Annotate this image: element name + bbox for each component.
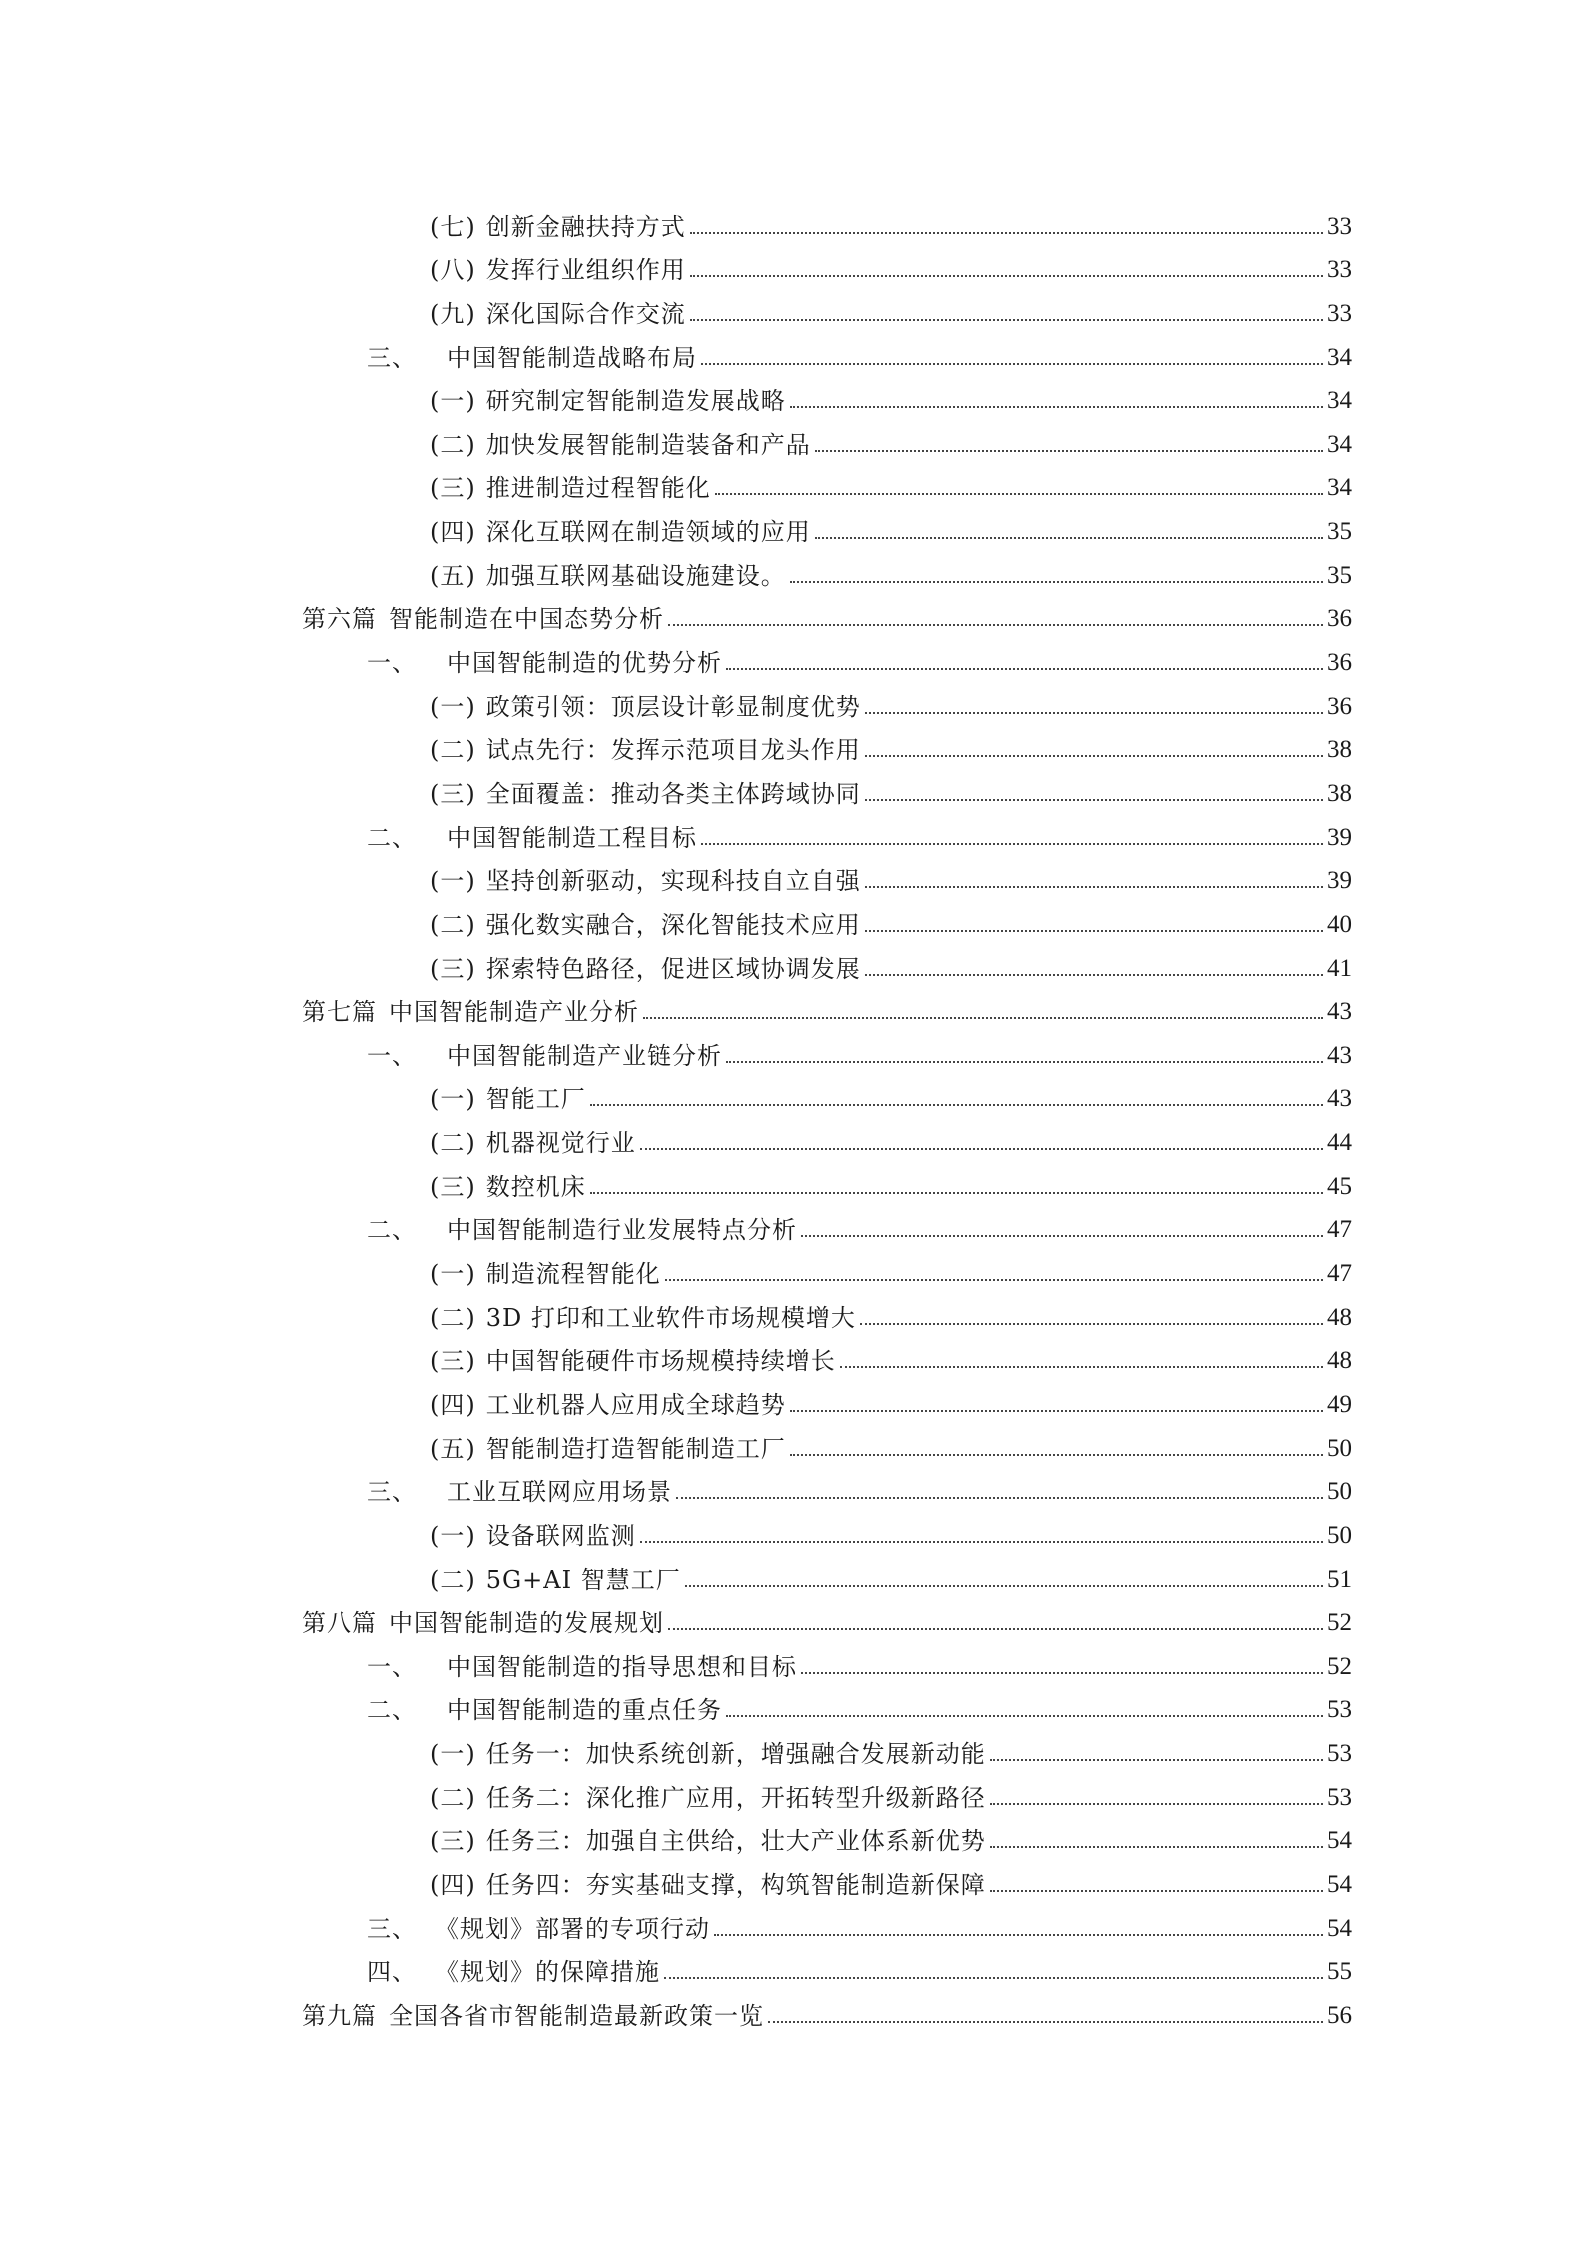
toc-entry-marker: 一、 [367,649,417,678]
toc-dot-leader [640,1148,1323,1150]
toc-page-number: 38 [1327,779,1352,807]
toc-page-number: 54 [1327,1827,1352,1855]
toc-entry-text: 坚持创新驱动，实现科技自立自强 [485,867,861,896]
toc-entry[interactable] [302,850,1352,894]
toc-entry-title [430,299,686,328]
toc-entry-text: 加快发展智能制造装备和产品 [485,430,811,459]
toc-entry-text: 智能工厂 [485,1085,586,1114]
toc-dot-leader [990,1846,1323,1848]
toc-page-number: 56 [1327,2001,1352,2029]
toc-entry[interactable] [302,1897,1352,1941]
toc-entry-marker: (四) [430,1870,476,1899]
toc-dot-leader [815,537,1323,539]
toc-page-number: 53 [1327,1740,1352,1768]
toc-dot-leader [685,1585,1323,1587]
toc-entry-title [302,998,639,1027]
toc-entry-title [430,1740,986,1769]
toc-entry-marker: (一) [430,1740,476,1769]
toc-entry[interactable] [302,500,1352,547]
toc-page-number: 36 [1327,649,1352,677]
toc-entry-marker: 第七篇 [302,998,377,1027]
toc-entry-marker: (一) [430,1260,476,1289]
toc-dot-leader [668,624,1323,626]
toc-entry-marker: (二) [430,430,476,459]
toc-page-number: 48 [1327,1303,1352,1331]
toc-entry-title [430,430,811,459]
toc-entry-marker: (二) [430,1565,476,1594]
toc-dot-leader [865,755,1323,757]
toc-entry-text: 数控机床 [485,1172,586,1201]
toc-entry-text: 政策引领：顶层设计彰显制度优势 [485,692,861,721]
toc-page-number: 38 [1327,736,1352,764]
toc-entry-marker: (四) [430,518,476,547]
toc-entry-marker: 三、 [367,343,417,372]
toc-dot-leader [865,974,1323,976]
toc-entry-text: 中国智能制造战略布局 [447,343,697,372]
toc-entry-title [430,518,811,547]
toc-page-number: 36 [1327,692,1352,720]
toc-entry-text: 深化互联网在制造领域的应用 [485,518,811,547]
toc-entry-text: 任务四：夯实基础支撑，构筑智能制造新保障 [485,1870,986,1899]
toc-dot-leader [815,450,1323,452]
toc-entry-title [430,1347,836,1376]
toc-entry-text: 发挥行业组织作用 [485,256,686,285]
toc-dot-leader [790,1410,1323,1412]
toc-entry-marker: (二) [430,1129,476,1158]
toc-entry-title [367,1478,672,1507]
toc-dot-leader [840,1366,1323,1368]
toc-entry[interactable] [302,1024,1352,1068]
toc-dot-leader [640,1541,1323,1543]
toc-entry-text: 中国智能制造的发展规划 [389,1609,664,1638]
toc-entry[interactable] [302,762,1352,806]
toc-entry-text: 试点先行：发挥示范项目龙头作用 [485,736,861,765]
toc-entry-text: 强化数实融合，深化智能技术应用 [485,910,861,939]
toc-entry[interactable] [302,1548,1352,1592]
toc-entry-text: 深化国际合作交流 [485,299,686,328]
toc-page-number: 55 [1327,1958,1352,1986]
toc-entry-text: 研究制定智能制造发展战略 [485,387,786,416]
toc-entry-marker: (三) [430,1827,476,1856]
toc-dot-leader [664,1977,1323,1979]
toc-entry[interactable] [302,1155,1352,1199]
toc-entry[interactable] [302,1941,1352,1985]
toc-entry[interactable] [302,195,1352,239]
toc-dot-leader [790,1454,1323,1456]
toc-entry[interactable] [302,457,1352,501]
toc-entry[interactable] [302,893,1352,937]
toc-dot-leader [665,1279,1323,1281]
toc-entry-title [430,1303,856,1332]
toc-page-number: 47 [1327,1216,1352,1244]
toc-page-number: 52 [1327,1609,1352,1637]
toc-entry[interactable] [302,937,1352,981]
toc-dot-leader [768,2021,1323,2023]
toc-entry-title [367,823,697,852]
toc-entry-title [302,2001,764,2030]
toc-page-number: 39 [1327,867,1352,895]
toc-entry-text: 《规划》部署的专项行动 [447,1914,710,1943]
toc-dot-leader [865,712,1323,714]
toc-entry-marker: 三、 [367,1914,417,1943]
toc-entry-title [430,910,861,939]
toc-page-number: 40 [1327,910,1352,938]
toc-entry-title [430,1521,636,1550]
toc-entry-marker: (一) [430,1085,476,1114]
toc-page-number: 34 [1327,343,1352,371]
toc-entry[interactable] [302,806,1352,850]
toc-entry-text: 探索特色路径，促进区域协调发展 [485,954,861,983]
toc-entry[interactable] [302,1330,1352,1374]
toc-entry-title [430,779,861,808]
toc-dot-leader [590,1192,1323,1194]
toc-page-number: 54 [1327,1870,1352,1898]
toc-page-number: 45 [1327,1172,1352,1200]
toc-entry-title [430,1434,786,1463]
toc-entry-title [430,692,861,721]
toc-entry[interactable] [302,1810,1352,1854]
toc-entry-marker: (九) [430,299,476,328]
toc-entry-text: 3D 打印和工业软件市场规模增大 [485,1303,856,1332]
toc-entry-title [430,736,861,765]
toc-dot-leader [701,363,1323,365]
toc-dot-leader [801,1235,1323,1237]
toc-entry-title [430,256,686,285]
toc-entry-text: 工业机器人应用成全球趋势 [485,1390,786,1419]
toc-page-number: 35 [1327,561,1352,589]
toc-page-number: 54 [1327,1914,1352,1942]
toc-entry-text: 任务一：加快系统创新，增强融合发展新动能 [485,1740,986,1769]
toc-entry-text: 中国智能制造的重点任务 [447,1696,722,1725]
toc-entry[interactable] [302,588,1352,632]
toc-entry-title [430,1870,986,1899]
toc-page-number: 48 [1327,1347,1352,1375]
toc-entry[interactable] [302,1111,1352,1158]
toc-page-number: 43 [1327,1085,1352,1113]
toc-dot-leader [790,406,1323,408]
toc-entry-marker: 第六篇 [302,605,377,634]
toc-page-number: 50 [1327,1434,1352,1462]
toc-entry-title [367,1216,797,1245]
toc-entry-text: 全国各省市智能制造最新政策一览 [389,2001,764,2030]
toc-entry-marker: (一) [430,387,476,416]
toc-dot-leader [701,843,1323,845]
toc-page-number: 39 [1327,823,1352,851]
toc-entry-title [430,1827,986,1856]
toc-entry-marker: (五) [430,561,476,590]
toc-entry[interactable] [302,413,1352,457]
toc-entry[interactable] [302,239,1352,283]
toc-entry-marker: 一、 [367,1041,417,1070]
toc-page-number: 33 [1327,299,1352,327]
toc-entry-title [430,1129,636,1158]
toc-entry-title [430,1172,586,1201]
toc-entry-marker: (三) [430,954,476,983]
toc-entry-marker: (七) [430,212,476,241]
toc-page-number: 43 [1327,998,1352,1026]
toc-entry-title [430,954,861,983]
toc-entry-title [430,1783,986,1812]
toc-entry-title [302,1609,664,1638]
toc-entry-text: 任务二：深化推广应用，开拓转型升级新路径 [485,1783,986,1812]
toc-entry-text: 创新金融扶持方式 [485,212,686,241]
toc-entry-title [430,474,711,503]
toc-entry-text: 智能制造在中国态势分析 [389,605,664,634]
toc-entry-title [430,212,686,241]
toc-dot-leader [990,1803,1323,1805]
toc-entry[interactable] [302,1068,1352,1112]
toc-entry-text: 中国智能制造的优势分析 [447,649,722,678]
toc-page-number: 53 [1327,1696,1352,1724]
toc-dot-leader [990,1890,1323,1892]
toc-dot-leader [726,668,1323,670]
toc-entry-title [430,1390,786,1419]
toc-entry-marker: (一) [430,692,476,721]
toc-entry-marker: (一) [430,1521,476,1550]
toc-page-number: 34 [1327,474,1352,502]
toc-dot-leader [860,1323,1323,1325]
toc-dot-leader [690,319,1323,321]
toc-page-number: 53 [1327,1783,1352,1811]
toc-page-number: 33 [1327,256,1352,284]
toc-entry[interactable] [302,370,1352,414]
toc-entry[interactable] [302,675,1352,719]
toc-entry-text: 制造流程智能化 [485,1260,661,1289]
toc-entry-text: 中国智能制造的指导思想和目标 [447,1652,797,1681]
toc-entry-marker: 四、 [367,1958,417,1987]
toc-dot-leader [714,1934,1323,1936]
toc-entry[interactable] [302,1722,1352,1769]
toc-dot-leader [668,1628,1323,1630]
toc-entry-marker: (五) [430,1434,476,1463]
toc-dot-leader [865,886,1323,888]
toc-entry[interactable] [302,1504,1352,1548]
toc-page-number: 51 [1327,1565,1352,1593]
toc-entry[interactable] [302,1592,1352,1636]
toc-entry-title [367,1958,660,1987]
toc-entry-title [430,1565,681,1594]
toc-entry[interactable] [302,1766,1352,1810]
toc-entry[interactable] [302,1635,1352,1679]
toc-entry-marker: (三) [430,1172,476,1201]
toc-entry-marker: (二) [430,736,476,765]
toc-entry-title [302,605,664,634]
toc-dot-leader [790,581,1323,583]
toc-dot-leader [801,1672,1323,1674]
toc-dot-leader [676,1497,1323,1499]
toc-entry-text: 中国智能制造产业分析 [389,998,639,1027]
toc-entry-marker: (二) [430,1303,476,1332]
toc-entry-marker: 二、 [367,1696,417,1725]
toc-entry[interactable] [302,544,1352,588]
toc-entry-title [430,867,861,896]
toc-entry-marker: (八) [430,256,476,285]
toc-entry-marker: (二) [430,910,476,939]
toc-entry[interactable] [302,1373,1352,1417]
toc-entry[interactable] [302,1417,1352,1461]
toc-dot-leader [643,1017,1323,1019]
toc-entry-text: 《规划》的保障措施 [447,1958,660,1987]
toc-entry-marker: (三) [430,474,476,503]
toc-entry[interactable] [302,1853,1352,1897]
toc-entry[interactable] [302,1242,1352,1289]
toc-entry-text: 任务三：加强自主供给，壮大产业体系新优势 [485,1827,986,1856]
toc-entry-title [367,1041,722,1070]
toc-page-number: 35 [1327,518,1352,546]
toc-page-number: 43 [1327,1041,1352,1069]
toc-entry[interactable] [302,1679,1352,1723]
toc-dot-leader [726,1061,1323,1063]
toc-entry[interactable] [302,1286,1352,1330]
toc-entry-title [367,343,697,372]
toc-entry-text: 设备联网监测 [485,1521,636,1550]
toc-dot-leader [715,493,1323,495]
toc-dot-leader [690,232,1323,234]
toc-entry[interactable] [302,1461,1352,1505]
toc-entry-text: 加强互联网基础设施建设。 [485,561,786,590]
toc-page-number: 47 [1327,1260,1352,1288]
toc-dot-leader [590,1104,1323,1106]
toc-page-number: 44 [1327,1129,1352,1157]
toc-dot-leader [865,930,1323,932]
toc-entry-marker: 三、 [367,1478,417,1507]
toc-entry-text: 全面覆盖：推动各类主体跨域协同 [485,779,861,808]
toc-page-number: 33 [1327,212,1352,240]
toc-dot-leader [726,1715,1323,1717]
toc-entry-title [367,649,722,678]
toc-entry-marker: (一) [430,867,476,896]
toc-entry-text: 中国智能制造工程目标 [447,823,697,852]
toc-entry-text: 推进制造过程智能化 [485,474,711,503]
toc-entry-marker: (四) [430,1390,476,1419]
toc-entry-text: 中国智能制造行业发展特点分析 [447,1216,797,1245]
toc-entry[interactable] [302,282,1352,326]
toc-dot-leader [690,275,1323,277]
toc-page-number: 34 [1327,387,1352,415]
toc-entry-marker: (三) [430,1347,476,1376]
toc-entry-text: 中国智能制造产业链分析 [447,1041,722,1070]
toc-entry-title [367,1696,722,1725]
toc-page-number: 50 [1327,1521,1352,1549]
toc-entry-marker: 二、 [367,1216,417,1245]
toc-entry-marker: (三) [430,779,476,808]
toc-entry-marker: 第九篇 [302,2001,377,2030]
toc-entry[interactable] [302,981,1352,1025]
toc-page-number: 34 [1327,430,1352,458]
toc-entry[interactable] [302,1984,1352,2028]
toc-entry-marker: 第八篇 [302,1609,377,1638]
toc-entry-marker: 一、 [367,1652,417,1681]
toc-entry-title [430,1085,586,1114]
toc-entry-marker: 二、 [367,823,417,852]
toc-entry-text: 中国智能硬件市场规模持续增长 [485,1347,836,1376]
toc-dot-leader [865,799,1323,801]
toc-entry-title [367,1652,797,1681]
toc-entry-title [430,1260,661,1289]
toc-entry-text: 机器视觉行业 [485,1129,636,1158]
table-of-contents [302,195,1352,2028]
toc-entry-title [430,561,786,590]
toc-page-number: 52 [1327,1652,1352,1680]
toc-entry[interactable] [302,1199,1352,1243]
toc-dot-leader [990,1759,1323,1761]
toc-entry[interactable] [302,326,1352,370]
toc-entry-title [430,387,786,416]
toc-entry-marker: (二) [430,1783,476,1812]
toc-entry-text: 5G+AI 智慧工厂 [485,1565,681,1594]
toc-entry[interactable] [302,719,1352,763]
toc-page-number: 41 [1327,954,1352,982]
toc-entry-text: 工业互联网应用场景 [447,1478,672,1507]
toc-entry-text: 智能制造打造智能制造工厂 [485,1434,786,1463]
toc-entry[interactable] [302,631,1352,678]
toc-page-number: 50 [1327,1478,1352,1506]
toc-entry-title [367,1914,710,1943]
toc-page-number: 36 [1327,605,1352,633]
toc-page-number: 49 [1327,1390,1352,1418]
